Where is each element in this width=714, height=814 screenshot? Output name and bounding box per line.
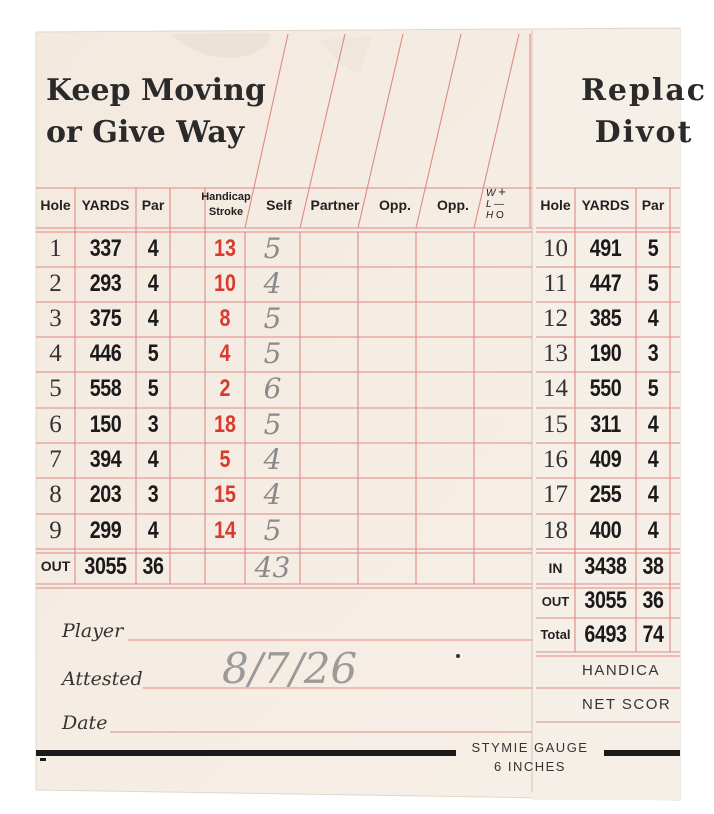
- hole-number: 5: [49, 375, 62, 402]
- self-score: 5: [263, 514, 282, 547]
- right-out-yards: 3055: [584, 587, 627, 614]
- in-par: 38: [642, 553, 664, 580]
- hole-yards: 190: [589, 340, 622, 367]
- hole-par: 5: [647, 375, 659, 402]
- hole-number: 8: [49, 481, 62, 508]
- wlh-h: H: [486, 210, 494, 221]
- hole-par: 5: [647, 270, 659, 297]
- self-score: 5: [263, 408, 282, 441]
- right-header-hole: Hole: [540, 197, 571, 213]
- self-score: 5: [263, 337, 282, 370]
- right-out-par: 36: [642, 587, 664, 614]
- in-label: IN: [548, 560, 563, 576]
- hole-number: 10: [543, 235, 568, 262]
- hole-number: 9: [49, 517, 62, 544]
- self-score: 4: [263, 267, 282, 300]
- hole-number: 4: [49, 340, 62, 367]
- self-score: 4: [263, 478, 282, 511]
- hole-par: 3: [147, 481, 159, 508]
- right-header-yards: YARDS: [581, 197, 630, 213]
- self-score: 4: [263, 443, 282, 476]
- hole-yards: 491: [589, 235, 622, 262]
- hole-handicap-stroke: 13: [214, 235, 236, 262]
- total-par: 74: [642, 621, 664, 648]
- out-self-score: 43: [254, 551, 291, 584]
- hole-yards: 409: [589, 446, 622, 473]
- hole-yards: 385: [589, 305, 622, 332]
- self-score: 6: [263, 372, 282, 405]
- net-score-label: NET SCOR: [582, 696, 672, 713]
- handicap-label: HANDICA: [582, 662, 661, 679]
- right-title-line1: Replac: [580, 73, 708, 108]
- hole-yards: 293: [89, 270, 122, 297]
- hole-par: 4: [147, 305, 159, 332]
- out-par: 36: [142, 553, 164, 580]
- hole-par: 4: [147, 446, 159, 473]
- hole-yards: 446: [89, 340, 122, 367]
- hole-handicap-stroke: 2: [219, 375, 231, 402]
- total-label: Total: [540, 627, 571, 642]
- wlh-w: W: [486, 188, 496, 199]
- hole-handicap-stroke: 10: [214, 270, 236, 297]
- hole-handicap-stroke: 4: [219, 340, 231, 367]
- attested-label: Attested: [62, 668, 143, 690]
- stymie-gauge: [456, 738, 604, 776]
- hole-yards: 255: [589, 481, 622, 508]
- stymie-gauge-line1: STYMIE GAUGE: [471, 740, 589, 755]
- hole-par: 4: [647, 305, 659, 332]
- header-partner: Partner: [310, 197, 360, 213]
- hole-number: 16: [543, 446, 568, 473]
- hole-par: 5: [147, 375, 159, 402]
- header-hole: Hole: [40, 197, 71, 213]
- hole-yards: 447: [589, 270, 622, 297]
- hole-handicap-stroke: 5: [219, 446, 231, 473]
- hole-number: 2: [49, 270, 62, 297]
- hole-par: 5: [147, 340, 159, 367]
- hole-handicap-stroke: 18: [214, 411, 236, 438]
- hole-number: 11: [543, 270, 568, 297]
- header-self: Self: [266, 197, 292, 213]
- hole-number: 17: [543, 481, 568, 508]
- handwritten-date: 8/7/26: [222, 644, 358, 693]
- wlh-o: O: [496, 210, 504, 221]
- hole-par: 4: [647, 481, 659, 508]
- hole-handicap-stroke: 14: [214, 517, 236, 544]
- hole-par: 4: [647, 517, 659, 544]
- header-handicap-stroke: [200, 190, 252, 220]
- header-handicap: Handicap: [201, 191, 251, 203]
- hole-number: 13: [543, 340, 568, 367]
- player-label: Player: [62, 620, 124, 642]
- stymie-gauge-line2: 6 INCHES: [494, 759, 566, 774]
- hole-number: 3: [49, 305, 62, 332]
- right-title: [574, 70, 714, 154]
- hole-par: 4: [147, 270, 159, 297]
- out-yards: 3055: [84, 553, 127, 580]
- ink-dot: [456, 654, 460, 658]
- left-title-line2: or Give Way: [46, 115, 245, 150]
- hole-yards: 203: [89, 481, 122, 508]
- right-title-line2: Divot: [594, 115, 694, 150]
- hole-number: 18: [543, 517, 568, 544]
- hole-par: 3: [647, 340, 659, 367]
- left-title-line1: Keep Moving: [46, 73, 266, 108]
- hole-par: 5: [647, 235, 659, 262]
- hole-par: 4: [647, 446, 659, 473]
- header-yards: YARDS: [81, 197, 130, 213]
- hole-par: 4: [147, 517, 159, 544]
- hole-yards: 337: [89, 235, 122, 262]
- in-yards: 3438: [584, 553, 627, 580]
- wlh-l: L: [486, 199, 492, 210]
- hole-number: 15: [543, 411, 568, 438]
- hole-number: 1: [49, 235, 62, 262]
- hole-par: 3: [147, 411, 159, 438]
- header-wlh: [486, 186, 526, 221]
- header-par: Par: [141, 197, 165, 213]
- hole-yards: 394: [89, 446, 122, 473]
- header-opp1: Opp.: [379, 197, 411, 213]
- hole-yards: 400: [589, 517, 622, 544]
- right-out-label: OUT: [541, 594, 570, 609]
- out-label: OUT: [40, 558, 71, 574]
- hole-yards: 311: [590, 411, 621, 438]
- wlh-plus: +: [498, 184, 506, 199]
- hole-yards: 150: [89, 411, 122, 438]
- wlh-minus: —: [494, 199, 505, 210]
- hole-number: 14: [543, 375, 568, 402]
- hole-number: 12: [543, 305, 568, 332]
- hole-yards: 375: [89, 305, 122, 332]
- left-title: [46, 70, 266, 154]
- hole-handicap-stroke: 8: [219, 305, 231, 332]
- hole-yards: 550: [589, 375, 622, 402]
- self-score: 5: [263, 302, 282, 335]
- right-header-par: Par: [641, 197, 665, 213]
- self-score: 5: [263, 232, 282, 265]
- total-yards: 6493: [584, 621, 627, 648]
- hole-yards: 299: [89, 517, 122, 544]
- hole-yards: 558: [89, 375, 122, 402]
- hole-handicap-stroke: 15: [214, 481, 236, 508]
- hole-number: 7: [49, 446, 62, 473]
- header-stroke: Stroke: [208, 206, 244, 218]
- hole-number: 6: [49, 411, 62, 438]
- header-opp2: Opp.: [437, 197, 469, 213]
- hole-par: 4: [647, 411, 659, 438]
- date-label: Date: [62, 712, 108, 734]
- hole-par: 4: [147, 235, 159, 262]
